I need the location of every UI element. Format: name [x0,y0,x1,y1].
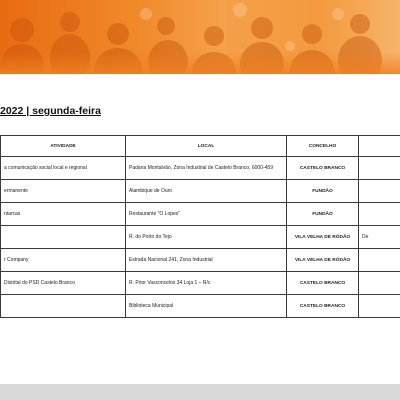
cell-atividade [1,226,126,249]
cell-concelho: CASTELO BRANCO [287,295,359,318]
table-row [1,180,400,203]
cell-extra [359,249,400,272]
banner-fade [0,52,400,74]
cell-atividade: Distrital do PSD Castelo Branco [1,272,126,295]
cell-atividade [1,295,126,318]
cell-local: Restaurante "O Lopes" [126,203,287,226]
table-row [1,272,400,295]
table-row [1,157,400,180]
cell-concelho: VILA VELHA DE RÓDÃO [287,226,359,249]
cell-extra [359,203,400,226]
cell-local: Alambique de Ouro [126,180,287,203]
table-row [1,295,400,318]
cell-extra: De [359,226,400,249]
table-header-row [1,136,400,157]
cell-concelho: FUNDÃO [287,203,359,226]
cell-concelho: CASTELO BRANCO [287,272,359,295]
column-header-atividade: ATIVIDADE [1,136,126,157]
date-heading: 2022 | segunda-feira [0,105,101,117]
cell-local: Biblioteca Municipal [126,295,287,318]
cell-atividade: ntarcas [1,203,126,226]
cell-concelho: FUNDÃO [287,180,359,203]
column-header-extra [359,136,400,157]
cell-local: R. Prior Vasconcelos 34 Loja 1 – R/c [126,272,287,295]
cell-extra [359,180,400,203]
cell-atividade: ermanente [1,180,126,203]
column-header-local: LOCAL [126,136,287,157]
cell-atividade: r Company [1,249,126,272]
cell-local: Padaria Montalvão, Zona Industrial de Castelo Branco, 6000-459 [126,157,287,180]
cell-extra [359,272,400,295]
table-row [1,226,400,249]
table-row [1,249,400,272]
cell-atividade: a comunicação social local e regional [1,157,126,180]
agenda-table [0,135,400,318]
cell-extra [359,157,400,180]
cell-local: R. do Porto do Tejo [126,226,287,249]
cell-local: Estrada Nacional 241, Zona Industrial [126,249,287,272]
column-header-concelho: CONCELHO [287,136,359,157]
header-banner-image [0,0,400,74]
table-row [1,203,400,226]
cell-concelho: CASTELO BRANCO [287,157,359,180]
cell-extra [359,295,400,318]
cell-concelho: VILA VELHA DE RÓDÃO [287,249,359,272]
